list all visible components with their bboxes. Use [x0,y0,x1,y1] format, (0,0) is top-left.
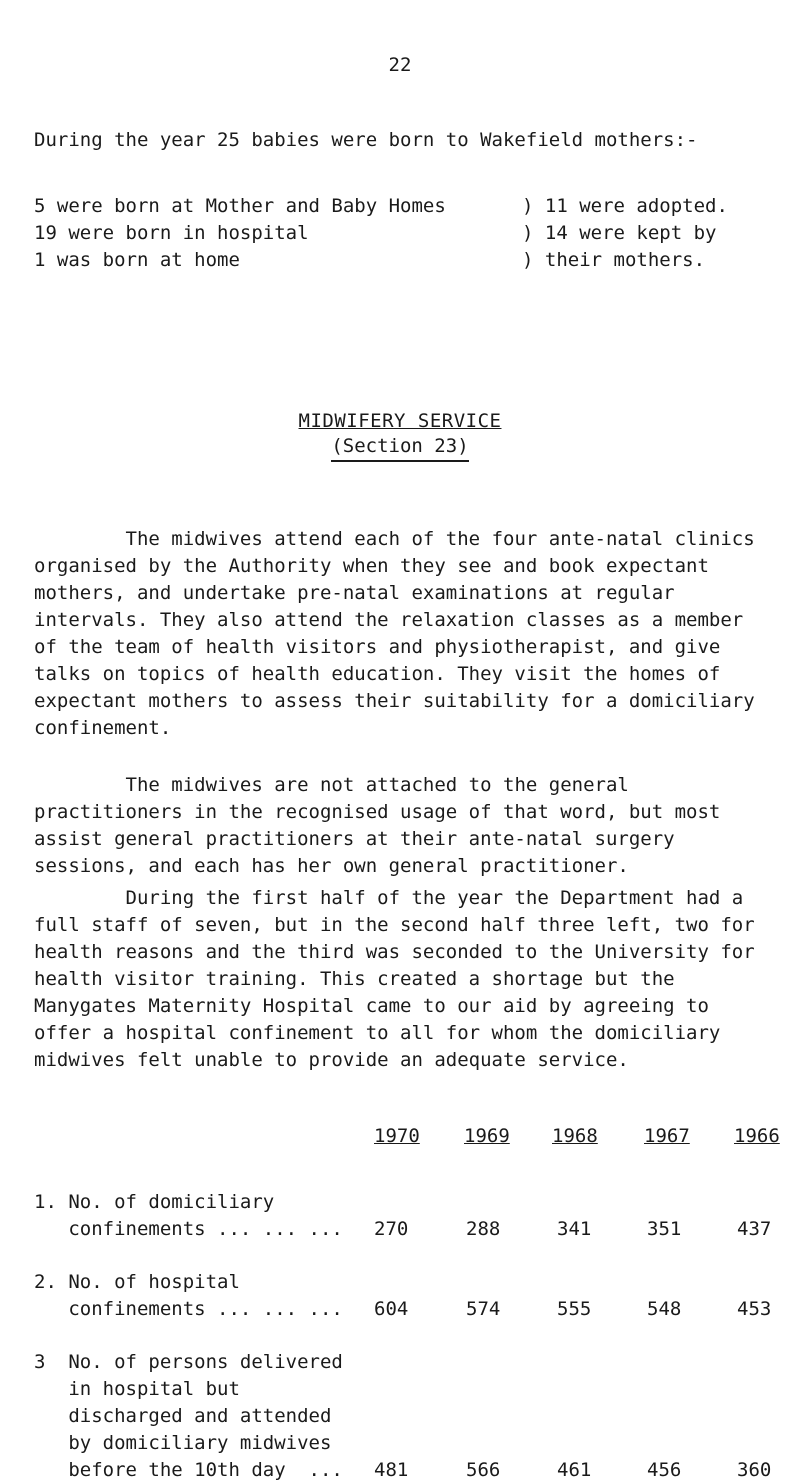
paragraph: During the first half of the year the Department had a full staff of seven, but in the second half three left, two for health reasons and the third was seconded to the University for health visitor training. This created a shortage but the Manygates Maternity Hospital came to our aid by agreeing to offer a hospital confinement to all for whom the domiciliary midwives felt unable to provide an adequate service. [34,887,767,1071]
paragraph: The midwives are not attached to the general practitioners in the recognised usage of that word, but most assist general practitioners at their ante-natal surgery sessions, and each has her own general practitioner. [34,774,732,877]
row-value: 604 [374,1297,409,1320]
year-header: 1970 [374,1125,420,1147]
section-heading [0,409,800,462]
row-value: 437 [737,1217,772,1240]
row-value: 555 [557,1297,592,1320]
row-label: 2. No. of hospital confinements ... ... ... [34,1271,343,1320]
row-value: 566 [466,1458,501,1481]
births-right: ) 11 were adopted. [522,195,728,217]
row-value: 351 [647,1217,682,1240]
row-value: 360 [737,1458,772,1481]
row-value: 548 [647,1297,682,1320]
year-header: 1966 [734,1125,780,1147]
row-value: 288 [466,1217,501,1240]
year-header: 1968 [552,1125,598,1147]
section-title: MIDWIFERY SERVICE [298,410,502,432]
table-row [34,1269,774,1323]
table-row [34,1189,774,1243]
table-row [34,1349,774,1484]
row-value: 270 [374,1217,409,1240]
row-value: 481 [374,1458,409,1481]
paragraph: The midwives attend each of the four ante-natal clinics organised by the Authority when they see and book expectant mothers, and undertake pre-natal examinations at regular intervals. They also attend the relaxation classes as a member of the team of health visitors and physiotherapist, and give talks on topics of health education. They visit the homes of expectant mothers to assess their suitability for a domiciliary confinement. [34,528,767,739]
births-row [34,193,728,220]
row-value: 453 [737,1297,772,1320]
row-value: 574 [466,1297,501,1320]
row-value: 461 [557,1458,592,1481]
section-subtitle: (Section 23) [331,434,468,463]
intro-line: During the year 25 babies were born to Wakefield mothers:- [34,129,698,151]
row-label: 3 No. of persons delivered in hospital but discharged and attended by domiciliary midwives before the 10th day ... [34,1351,343,1481]
row-value: 341 [557,1217,592,1240]
births-right: ) their mothers. [522,248,706,271]
year-header-row [34,1123,780,1151]
year-header: 1969 [464,1125,510,1147]
year-header: 1967 [644,1125,690,1147]
births-row [34,220,728,247]
births-left: 5 were born at Mother and Baby Homes [34,195,446,217]
page-number: 22 [388,54,412,76]
births-left: 19 were born in hospital [34,221,309,244]
births-right: ) 14 were kept by [522,221,717,244]
row-label: 1. No. of domiciliary confinements ... ... ... [34,1191,343,1240]
births-summary [34,193,728,274]
row-value: 456 [647,1458,682,1481]
births-row [34,247,728,274]
births-left: 1 was born at home [34,248,240,271]
